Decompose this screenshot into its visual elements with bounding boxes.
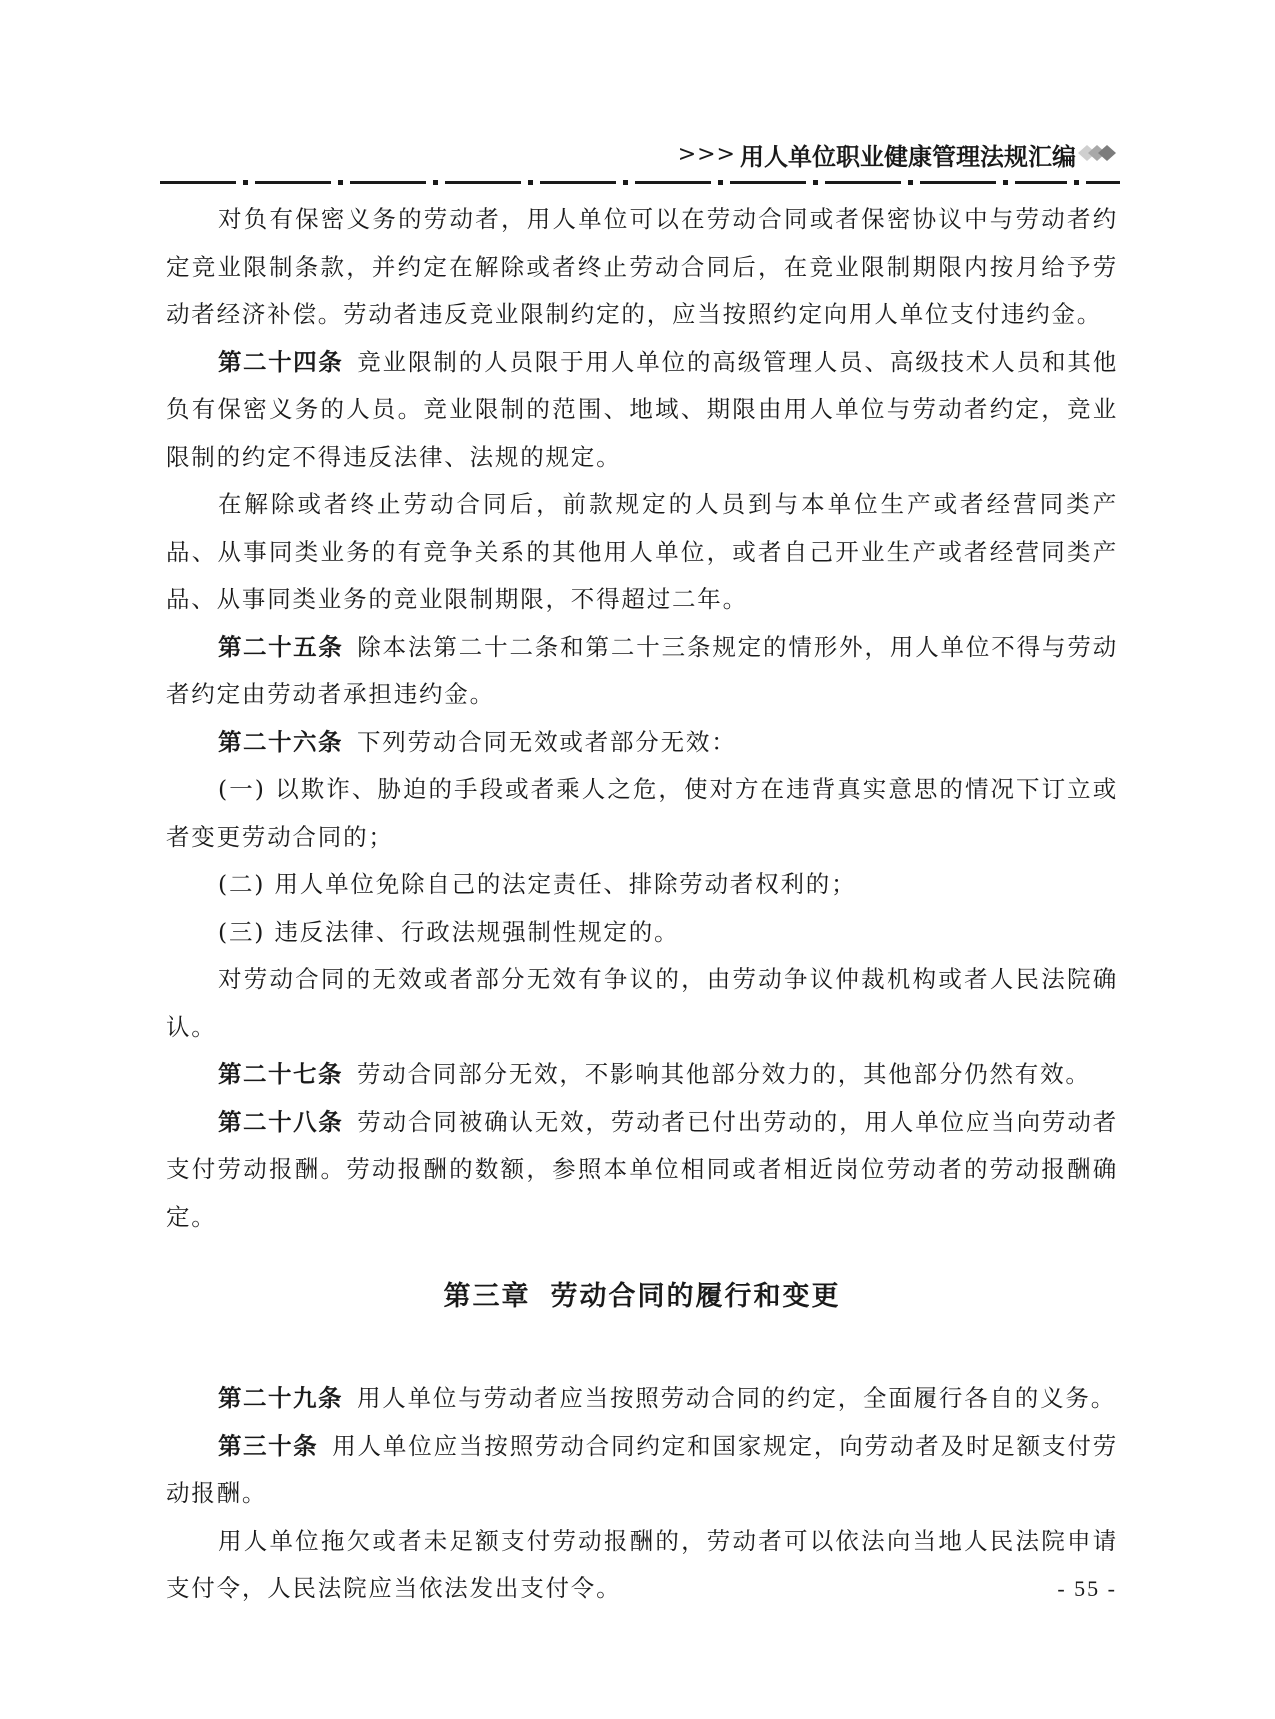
body-paragraph [166,909,1118,957]
paragraph-text: 在解除或者终止劳动合同后，前款规定的人员到与本单位生产或者经营同类产品、从事同类业务的有竞争关系的其他用人单位，或者自己开业生产或者经营同类产品、从事同类业务的竞业限制期限，不得超过二年。 [166,490,1118,613]
header-dashed-rule [160,179,1120,187]
paragraph-text: 劳动合同被确认无效，劳动者已付出劳动的，用人单位应当向劳动者支付劳动报酬。劳动报酬的数额，参照本单位相同或者相近岗位劳动者的劳动报酬确定。 [166,1107,1119,1231]
paragraph-text: 对负有保密义务的劳动者，用人单位可以在劳动合同或者保密协议中与劳动者约定竞业限制条款，并约定在解除或者终止劳动合同后，在竞业限制期限内按月给予劳动者经济补偿。劳动者违反竞业限制约定的，应当按照约定向用人单位支付违约金。 [166,205,1118,328]
body-paragraph [166,1423,1118,1518]
paragraph-text: 除本法第二十二条和第二十三条规定的情形外，用人单位不得与劳动者约定由劳动者承担违约金。 [166,632,1119,708]
paragraph-text: (三) 违反法律、行政法规强制性规定的。 [218,917,680,946]
article-number: 第二十七条 [218,1060,343,1088]
running-header [160,136,1120,176]
paragraph-text: (二) 用人单位免除自己的法定责任、排除劳动者权利的； [218,870,857,898]
paragraph-text: 用人单位与劳动者应当按照劳动合同的约定，全面履行各自的义务。 [357,1384,1116,1412]
body-paragraph [166,719,1118,767]
body-paragraph [166,766,1118,861]
body-paragraph [166,956,1118,1051]
diamond-ornament-icon [1076,142,1120,164]
article-number: 第二十八条 [218,1107,344,1136]
chapter-heading [166,1241,1118,1375]
body-paragraph [166,1518,1118,1613]
paragraph-text: 用人单位拖欠或者未足额支付劳动报酬的，劳动者可以依法向当地人民法院申请支付令，人民法院应当依法发出支付令。 [166,1526,1118,1602]
body-paragraph [166,1099,1118,1242]
article-number: 第二十四条 [218,347,344,376]
body-paragraph [166,339,1118,482]
body-paragraph [166,196,1118,339]
body-paragraph [166,861,1118,909]
paragraph-text: (一) 以欺诈、胁迫的手段或者乘人之危，使对方在违背真实意思的情况下订立或者变更劳动合同的； [166,775,1118,851]
article-number: 第二十九条 [218,1384,343,1412]
paragraph-text: 竞业限制的人员限于用人单位的高级管理人员、高级技术人员和其他负有保密义务的人员。竞业限制的范围、地域、期限由用人单位与劳动者约定，竞业限制的约定不得违反法律、法规的规定。 [166,347,1119,471]
paragraph-text: 对劳动合同的无效或者部分无效有争议的，由劳动争议仲裁机构或者人民法院确认。 [166,965,1118,1041]
paragraph-text: 劳动合同部分无效，不影响其他部分效力的，其他部分仍然有效。 [357,1060,1091,1088]
body-content [166,196,1118,1613]
body-paragraph [166,624,1118,719]
article-number: 第二十六条 [218,727,343,756]
header-title: 用人单位职业健康管理法规汇编 [740,141,1076,171]
paragraphs-after-chapter [166,1375,1118,1613]
chapter-title-text: 劳动合同的履行和变更 [550,1281,841,1312]
page-number: - 55 - [1057,1576,1117,1601]
article-number: 第二十五条 [218,632,344,661]
paragraphs-before-chapter [166,196,1118,1241]
paragraph-text: 下列劳动合同无效或者部分无效： [357,727,737,756]
body-paragraph [166,1051,1118,1099]
body-paragraph [166,1375,1118,1423]
article-number: 第三十条 [218,1431,319,1460]
header-title-wrap [678,136,1076,172]
header-chevrons: >>> [677,141,736,167]
body-paragraph [166,481,1118,624]
chapter-number: 第三章 [443,1281,531,1312]
paragraph-text: 用人单位应当按照劳动合同约定和国家规定，向劳动者及时足额支付劳动报酬。 [166,1431,1118,1507]
